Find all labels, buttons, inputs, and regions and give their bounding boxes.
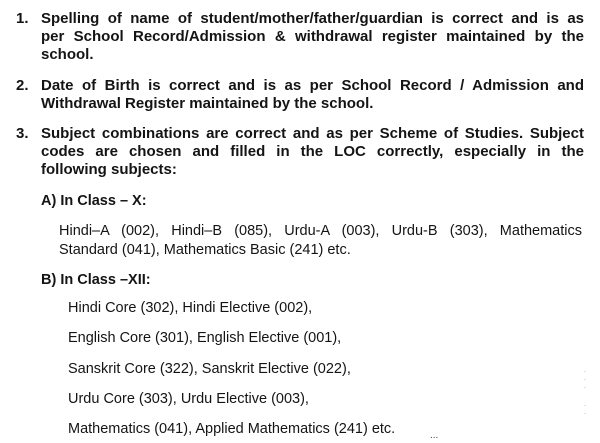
text-line: per School Record/Admission & withdrawal register maintained by the — [41, 28, 584, 45]
list-item-text — [41, 125, 584, 179]
list-item-number: 1. — [16, 10, 29, 27]
text-line: codes are chosen and filled in the LOC correctly, especially in the — [41, 143, 584, 160]
text-line: Subject combinations are correct and as per Scheme of Studies. Subject — [41, 125, 584, 142]
text-line: school. — [41, 46, 94, 63]
margin-dots: · · — [584, 403, 586, 417]
class-xii-subjects-line: Sanskrit Core (322), Sanskrit Elective (022), — [68, 361, 351, 377]
list-item-text — [41, 77, 584, 113]
list-item-number: 3. — [16, 125, 29, 142]
list-item-text — [41, 10, 584, 64]
margin-scribble: ... — [430, 430, 439, 441]
class-x-subjects-line: Standard (041), Mathematics Basic (241) etc. — [59, 242, 351, 258]
text-line: Withdrawal Register maintained by the school. — [41, 95, 374, 112]
text-line: Date of Birth is correct and is as per School Record / Admission and — [41, 77, 584, 94]
class-x-heading: A) In Class – X: — [41, 193, 147, 209]
class-xii-subjects-line: Mathematics (041), Applied Mathematics (241) etc. — [68, 421, 396, 437]
class-xii-subjects-line: English Core (301), English Elective (001), — [68, 330, 342, 346]
class-xii-subjects-line: Urdu Core (303), Urdu Elective (003), — [68, 391, 309, 407]
class-xii-heading: B) In Class –XII: — [41, 272, 151, 288]
class-xii-subjects-line: Hindi Core (302), Hindi Elective (002), — [68, 300, 313, 316]
margin-dots: · · · — [584, 369, 586, 391]
class-x-subjects-line: Hindi–A (002), Hindi–B (085), Urdu-A (003), Urdu-B (303), Mathematics — [59, 223, 582, 239]
list-item-number: 2. — [16, 77, 29, 94]
text-line: following subjects: — [41, 161, 177, 178]
text-line: Spelling of name of student/mother/father/guardian is correct and is as — [41, 10, 584, 27]
